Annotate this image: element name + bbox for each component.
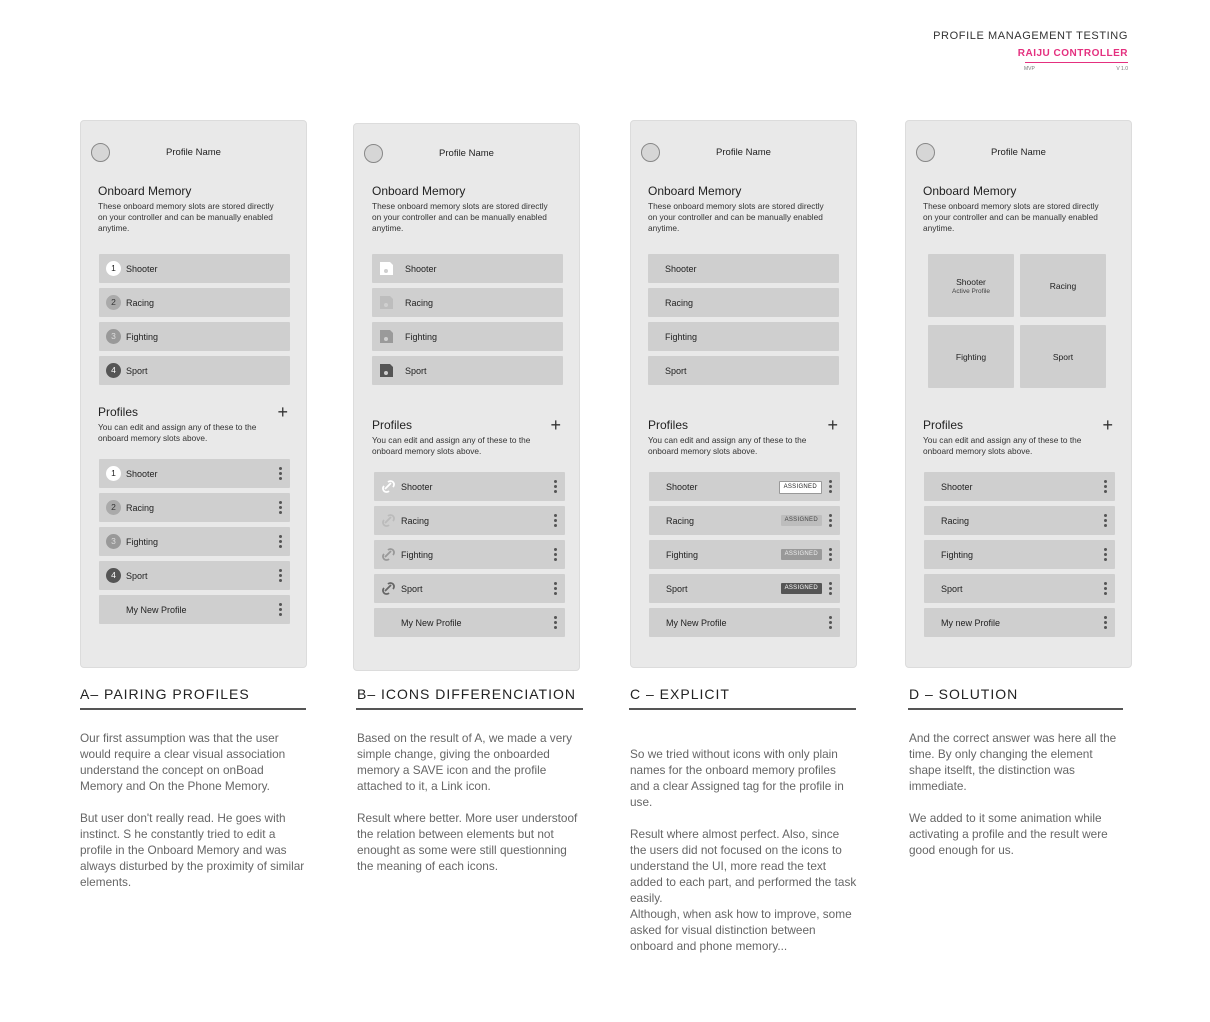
onboard-slot[interactable] <box>372 254 563 283</box>
profile-row[interactable] <box>649 540 840 569</box>
paragraph: Result where almost perfect. Also, since the users did not focused on the icons to understand the UI, more read the text added to each part, and performed the task easily. Although, when ask how to improve, some asked for visual distinction between onboard and phone memory... <box>630 827 857 953</box>
column-divider <box>80 708 306 710</box>
slot-label: Fighting <box>665 332 698 342</box>
profile-label: Shooter <box>126 469 158 479</box>
column-text-c <box>630 730 858 986</box>
profiles-title: Profiles <box>98 405 139 419</box>
profile-label: My New Profile <box>401 618 462 628</box>
onboard-slot[interactable] <box>99 322 290 351</box>
plus-icon[interactable]: + <box>277 402 288 422</box>
onboard-memory-title: Onboard Memory <box>923 184 1017 198</box>
column-divider <box>356 708 583 710</box>
more-vertical-icon[interactable] <box>279 603 282 616</box>
profile-row[interactable] <box>924 506 1115 535</box>
slot-number-badge: 2 <box>106 500 121 515</box>
profile-label: Racing <box>666 516 695 526</box>
more-vertical-icon[interactable] <box>1104 548 1107 561</box>
link-icon <box>381 547 396 562</box>
profiles-desc: You can edit and assign any of these to the onboard memory slots above. <box>98 422 257 443</box>
slot-label: Shooter <box>956 277 986 287</box>
profile-label: Sport <box>666 584 688 594</box>
onboard-memory-desc: These onboard memory slots are stored directly on your controller and can be manually enabled anytime. <box>648 201 824 233</box>
profiles-desc: You can edit and assign any of these to the onboard memory slots above. <box>648 435 807 456</box>
profile-label: Shooter <box>941 482 973 492</box>
meta-right: V 1.0 <box>1116 66 1128 72</box>
onboard-slot[interactable] <box>372 356 563 385</box>
profiles-title: Profiles <box>372 418 413 432</box>
profile-row[interactable] <box>374 574 565 603</box>
slot-number-badge: 1 <box>106 466 121 481</box>
plus-icon[interactable]: + <box>1102 415 1113 435</box>
slot-label: Fighting <box>955 352 987 362</box>
paragraph: We added to it some animation while activating a profile and the result were good enough for us. <box>909 811 1108 857</box>
slot-number-badge: 4 <box>106 363 121 378</box>
column-title-b: B– ICONS DIFFERENCIATION <box>357 686 576 702</box>
slot-label: Sport <box>405 366 427 376</box>
more-vertical-icon[interactable] <box>1104 514 1107 527</box>
more-vertical-icon[interactable] <box>829 548 832 561</box>
assigned-tag: ASSIGNED <box>781 515 822 526</box>
onboard-slot[interactable] <box>372 288 563 317</box>
onboard-memory-desc: These onboard memory slots are stored directly on your controller and can be manually enabled anytime. <box>98 201 274 233</box>
more-vertical-icon[interactable] <box>829 480 832 493</box>
phone-mockup-b <box>353 123 580 671</box>
profile-name: Profile Name <box>439 148 494 159</box>
slot-number-badge: 3 <box>106 329 121 344</box>
profile-header <box>641 143 846 163</box>
profile-header <box>364 144 569 164</box>
profile-row[interactable] <box>649 506 840 535</box>
assigned-tag: ASSIGNED <box>779 481 822 494</box>
onboard-slot[interactable] <box>99 356 290 385</box>
assigned-tag: ASSIGNED <box>781 549 822 560</box>
onboard-slot[interactable] <box>99 288 290 317</box>
more-vertical-icon[interactable] <box>554 616 557 629</box>
onboard-slot[interactable] <box>648 356 839 385</box>
profile-label: Shooter <box>401 482 433 492</box>
onboard-slot[interactable] <box>648 288 839 317</box>
phone-mockup-c <box>630 120 857 668</box>
slot-label: Shooter <box>126 264 158 274</box>
profile-label: Fighting <box>126 537 159 547</box>
doc-subtitle: RAIJU CONTROLLER <box>1017 48 1128 59</box>
link-icon <box>381 479 396 494</box>
profile-row[interactable] <box>374 608 565 637</box>
profile-label: Racing <box>401 516 430 526</box>
profile-label: Sport <box>941 584 963 594</box>
profile-label: Sport <box>126 571 148 581</box>
column-text-b <box>357 730 585 890</box>
more-vertical-icon[interactable] <box>279 535 282 548</box>
profile-row[interactable] <box>99 527 290 556</box>
save-icon <box>379 329 394 344</box>
onboard-slot[interactable] <box>648 322 839 351</box>
slot-label: Racing <box>126 298 155 308</box>
onboard-memory-desc: These onboard memory slots are stored directly on your controller and can be manually enabled anytime. <box>372 201 548 233</box>
profile-label: My New Profile <box>126 605 187 615</box>
more-vertical-icon[interactable] <box>1104 582 1107 595</box>
slot-label: Fighting <box>126 332 159 342</box>
slot-label: Shooter <box>665 264 697 274</box>
profile-label: Shooter <box>666 482 698 492</box>
save-icon <box>379 363 394 378</box>
profile-label: My New Profile <box>666 618 727 628</box>
onboard-slot-tile[interactable] <box>1020 254 1106 317</box>
profile-row[interactable] <box>649 574 840 603</box>
slot-label: Racing <box>405 298 434 308</box>
save-icon <box>379 261 394 276</box>
onboard-memory-desc: These onboard memory slots are stored directly on your controller and can be manually enabled anytime. <box>923 201 1099 233</box>
slot-number-badge: 2 <box>106 295 121 310</box>
slot-label: Sport <box>126 366 148 376</box>
paragraph: But user don't really read. He goes with instinct. S he constantly tried to edit a profile in the Onboard Memory and was always disturbed by the proximity of similar elements. <box>80 811 305 889</box>
doc-title: PROFILE MANAGEMENT TESTING <box>933 30 1128 42</box>
plus-icon[interactable]: + <box>827 415 838 435</box>
profile-header <box>91 143 296 163</box>
profile-row[interactable] <box>924 574 1115 603</box>
doc-header <box>908 30 1128 72</box>
more-vertical-icon[interactable] <box>829 514 832 527</box>
onboard-memory-title: Onboard Memory <box>648 184 742 198</box>
profiles-desc: You can edit and assign any of these to the onboard memory slots above. <box>923 435 1082 456</box>
column-text-d <box>909 730 1123 874</box>
phone-mockup-d <box>905 120 1132 668</box>
doc-meta <box>1024 66 1128 72</box>
column-divider <box>629 708 856 710</box>
profile-row[interactable] <box>99 493 290 522</box>
slot-label: Fighting <box>405 332 438 342</box>
link-icon <box>381 513 396 528</box>
save-icon <box>379 295 394 310</box>
profile-row[interactable] <box>649 472 840 501</box>
slot-label: Sport <box>1052 352 1074 362</box>
profile-name: Profile Name <box>991 147 1046 158</box>
column-text-a <box>80 730 308 906</box>
onboard-slot[interactable] <box>372 322 563 351</box>
phone-mockup-a <box>80 120 307 668</box>
paragraph: Our first assumption was that the user would require a clear visual association understand the concept on onBoad Memory and On the Phone Memory. <box>80 731 286 793</box>
more-vertical-icon[interactable] <box>554 582 557 595</box>
onboard-slot-tile[interactable] <box>928 254 1014 317</box>
profile-label: My new Profile <box>941 618 1001 628</box>
profile-row[interactable] <box>649 608 840 637</box>
profile-row[interactable] <box>374 540 565 569</box>
onboard-slot-tile[interactable] <box>928 325 1014 388</box>
column-title-a: A– PAIRING PROFILES <box>80 686 250 702</box>
slot-label: Racing <box>665 298 694 308</box>
profile-row[interactable] <box>924 472 1115 501</box>
profile-label: Fighting <box>941 550 974 560</box>
plus-icon[interactable]: + <box>550 415 561 435</box>
onboard-slot-tile[interactable] <box>1020 325 1106 388</box>
slot-number-badge: 3 <box>106 534 121 549</box>
more-vertical-icon[interactable] <box>554 514 557 527</box>
slot-number-badge: 1 <box>106 261 121 276</box>
paragraph: So we tried without icons with only plain names for the onboard memory profiles and a clear Assigned tag for the profile in use. <box>630 747 844 809</box>
slot-label: Shooter <box>405 264 437 274</box>
paragraph: And the correct answer was here all the time. By only changing the element shape itselft, the distinction was immediate. <box>909 731 1117 793</box>
onboard-slot[interactable] <box>99 254 290 283</box>
more-vertical-icon[interactable] <box>554 548 557 561</box>
profile-label: Fighting <box>401 550 434 560</box>
profile-header <box>916 143 1121 163</box>
profile-row[interactable] <box>99 561 290 590</box>
more-vertical-icon[interactable] <box>1104 480 1107 493</box>
profile-row[interactable] <box>99 459 290 488</box>
profile-name: Profile Name <box>166 147 221 158</box>
slot-label: Sport <box>665 366 687 376</box>
profile-row[interactable] <box>924 540 1115 569</box>
profile-row[interactable] <box>99 595 290 624</box>
profile-label: Racing <box>126 503 155 513</box>
onboard-slot[interactable] <box>648 254 839 283</box>
column-title-c: C – EXPLICIT <box>630 686 730 702</box>
slot-number-badge: 4 <box>106 568 121 583</box>
meta-left: MVP <box>1024 66 1035 72</box>
profile-label: Sport <box>401 584 423 594</box>
paragraph: Based on the result of A, we made a very simple change, giving the onboarded memory a SAVE icon and the profile attached to it, a Link icon. <box>357 731 573 793</box>
profile-label: Racing <box>941 516 970 526</box>
more-vertical-icon[interactable] <box>829 616 832 629</box>
more-vertical-icon[interactable] <box>279 467 282 480</box>
onboard-memory-title: Onboard Memory <box>98 184 192 198</box>
profiles-desc: You can edit and assign any of these to the onboard memory slots above. <box>372 435 531 456</box>
active-profile-label: Active Profile <box>952 288 990 295</box>
slot-label: Racing <box>1049 281 1077 291</box>
more-vertical-icon[interactable] <box>279 501 282 514</box>
more-vertical-icon[interactable] <box>829 582 832 595</box>
more-vertical-icon[interactable] <box>279 569 282 582</box>
profiles-title: Profiles <box>923 418 964 432</box>
profile-name: Profile Name <box>716 147 771 158</box>
profile-row[interactable] <box>924 608 1115 637</box>
onboard-memory-title: Onboard Memory <box>372 184 466 198</box>
profile-row[interactable] <box>374 472 565 501</box>
profile-row[interactable] <box>374 506 565 535</box>
more-vertical-icon[interactable] <box>554 480 557 493</box>
column-divider <box>908 708 1123 710</box>
more-vertical-icon[interactable] <box>1104 616 1107 629</box>
link-icon <box>381 581 396 596</box>
profiles-title: Profiles <box>648 418 689 432</box>
profile-label: Fighting <box>666 550 699 560</box>
paragraph: Result where better. More user understoof the relation between elements but not enought as some were still questionning the meaning of each icons. <box>357 811 578 873</box>
subtitle-underline <box>1025 62 1128 63</box>
column-title-d: D – SOLUTION <box>909 686 1019 702</box>
assigned-tag: ASSIGNED <box>781 583 822 594</box>
